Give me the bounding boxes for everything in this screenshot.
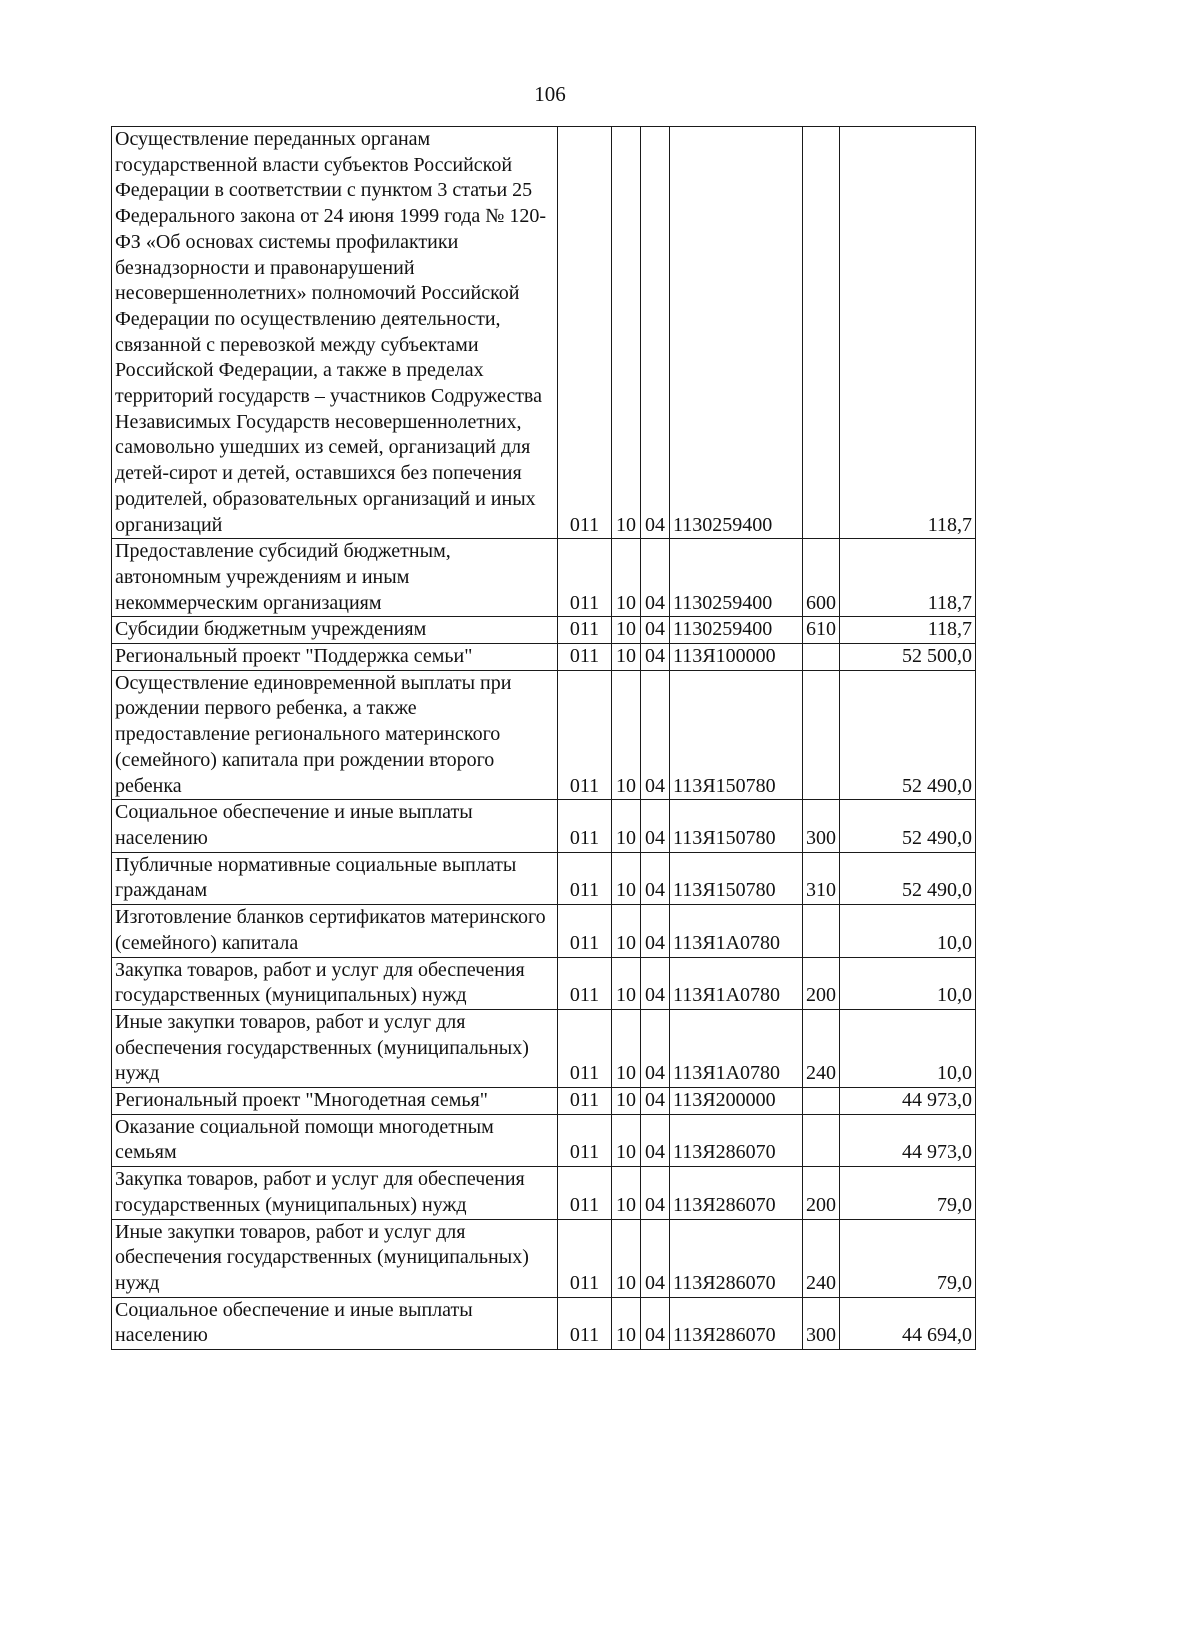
- row-section-code: 10: [612, 670, 641, 800]
- row-ved-code: 011: [558, 539, 612, 617]
- row-subsection-code: 04: [641, 127, 670, 539]
- row-ved-code: 011: [558, 800, 612, 852]
- row-target-article: 113Я1А0780: [670, 1009, 803, 1087]
- table-row: [112, 644, 976, 671]
- row-amount: 10,0: [840, 1009, 976, 1087]
- row-section-code: 10: [612, 1297, 641, 1349]
- row-amount: 44 973,0: [840, 1088, 976, 1115]
- row-amount: 79,0: [840, 1219, 976, 1297]
- row-name: Региональный проект "Поддержка семьи": [112, 644, 558, 671]
- row-ved-code: 011: [558, 1297, 612, 1349]
- row-name: Публичные нормативные социальные выплаты гражданам: [112, 852, 558, 904]
- row-subsection-code: 04: [641, 852, 670, 904]
- row-name: Иные закупки товаров, работ и услуг для обеспечения государственных (муниципальных) нужд: [112, 1009, 558, 1087]
- table-row: [112, 800, 976, 852]
- table-row: [112, 1114, 976, 1166]
- row-target-article: 113Я150780: [670, 800, 803, 852]
- row-subsection-code: 04: [641, 1297, 670, 1349]
- row-ved-code: 011: [558, 1167, 612, 1219]
- row-ved-code: 011: [558, 905, 612, 957]
- table-row: [112, 539, 976, 617]
- row-amount: 118,7: [840, 127, 976, 539]
- row-target-article: 113Я200000: [670, 1088, 803, 1115]
- row-subsection-code: 04: [641, 1009, 670, 1087]
- table-row: [112, 670, 976, 800]
- table-row: [112, 1167, 976, 1219]
- row-subsection-code: 04: [641, 957, 670, 1009]
- row-subsection-code: 04: [641, 905, 670, 957]
- row-target-article: 113Я100000: [670, 644, 803, 671]
- row-name: Закупка товаров, работ и услуг для обеспечения государственных (муниципальных) нужд: [112, 957, 558, 1009]
- row-target-article: 113Я286070: [670, 1114, 803, 1166]
- row-amount: 52 490,0: [840, 800, 976, 852]
- row-subsection-code: 04: [641, 644, 670, 671]
- row-expense-type: 610: [803, 617, 840, 644]
- row-ved-code: 011: [558, 644, 612, 671]
- row-subsection-code: 04: [641, 539, 670, 617]
- row-subsection-code: 04: [641, 617, 670, 644]
- row-name: Оказание социальной помощи многодетным семьям: [112, 1114, 558, 1166]
- page-number: 106: [534, 82, 566, 106]
- row-name: Закупка товаров, работ и услуг для обеспечения государственных (муниципальных) нужд: [112, 1167, 558, 1219]
- row-amount: 79,0: [840, 1167, 976, 1219]
- row-amount: 10,0: [840, 905, 976, 957]
- row-ved-code: 011: [558, 127, 612, 539]
- row-amount: 44 973,0: [840, 1114, 976, 1166]
- row-amount: 118,7: [840, 539, 976, 617]
- table-row: [112, 127, 976, 539]
- row-section-code: 10: [612, 539, 641, 617]
- row-section-code: 10: [612, 1009, 641, 1087]
- row-ved-code: 011: [558, 957, 612, 1009]
- row-target-article: 113Я1А0780: [670, 957, 803, 1009]
- row-expense-type: 200: [803, 957, 840, 1009]
- row-expense-type: 300: [803, 1297, 840, 1349]
- row-expense-type: [803, 1114, 840, 1166]
- row-target-article: 1130259400: [670, 127, 803, 539]
- row-section-code: 10: [612, 1167, 641, 1219]
- row-section-code: 10: [612, 957, 641, 1009]
- table-row: [112, 1088, 976, 1115]
- row-target-article: 113Я150780: [670, 670, 803, 800]
- row-section-code: 10: [612, 1219, 641, 1297]
- table-row: [112, 852, 976, 904]
- row-expense-type: [803, 1088, 840, 1115]
- row-subsection-code: 04: [641, 1088, 670, 1115]
- row-expense-type: 310: [803, 852, 840, 904]
- row-target-article: 113Я286070: [670, 1167, 803, 1219]
- row-target-article: 1130259400: [670, 617, 803, 644]
- row-name: Региональный проект "Многодетная семья": [112, 1088, 558, 1115]
- row-section-code: 10: [612, 617, 641, 644]
- row-name: Осуществление переданных органам государственной власти субъектов Российской Федерации в соответствии с пунктом 3 статьи 25 Федерального закона от 24 июня 1999 года № 120-ФЗ «Об основах системы профилактики безнадзорности и правонарушений несовершеннолетних» полномочий Российской Федерации по осуществлению деятельности, связанной с перевозкой между субъектами Российской Федерации, а также в пределах территорий государств – участников Содружества Независимых Государств несовершеннолетних, самовольно ушедших из семей, организаций для детей-сирот и детей, оставшихся без попечения родителей, образовательных организаций и иных организаций: [112, 127, 558, 539]
- row-amount: 52 490,0: [840, 852, 976, 904]
- row-name: Социальное обеспечение и иные выплаты населению: [112, 1297, 558, 1349]
- row-expense-type: [803, 127, 840, 539]
- row-ved-code: 011: [558, 852, 612, 904]
- row-subsection-code: 04: [641, 670, 670, 800]
- row-expense-type: 600: [803, 539, 840, 617]
- row-ved-code: 011: [558, 617, 612, 644]
- row-target-article: 113Я286070: [670, 1219, 803, 1297]
- row-target-article: 113Я150780: [670, 852, 803, 904]
- row-subsection-code: 04: [641, 800, 670, 852]
- budget-table: [111, 126, 976, 1350]
- row-name: Иные закупки товаров, работ и услуг для обеспечения государственных (муниципальных) нужд: [112, 1219, 558, 1297]
- row-section-code: 10: [612, 1114, 641, 1166]
- row-section-code: 10: [612, 1088, 641, 1115]
- row-section-code: 10: [612, 644, 641, 671]
- budget-table-body: [112, 127, 976, 1350]
- row-amount: 52 490,0: [840, 670, 976, 800]
- row-section-code: 10: [612, 852, 641, 904]
- row-subsection-code: 04: [641, 1167, 670, 1219]
- row-ved-code: 011: [558, 1009, 612, 1087]
- row-name: Изготовление бланков сертификатов материнского (семейного) капитала: [112, 905, 558, 957]
- row-ved-code: 011: [558, 670, 612, 800]
- row-expense-type: 240: [803, 1219, 840, 1297]
- row-target-article: 113Я286070: [670, 1297, 803, 1349]
- table-row: [112, 1219, 976, 1297]
- row-ved-code: 011: [558, 1088, 612, 1115]
- row-expense-type: [803, 905, 840, 957]
- table-row: [112, 1297, 976, 1349]
- row-amount: 118,7: [840, 617, 976, 644]
- row-name: Предоставление субсидий бюджетным, автономным учреждениям и иным некоммерческим организациям: [112, 539, 558, 617]
- row-name: Осуществление единовременной выплаты при рождении первого ребенка, а также предоставление регионального материнского (семейного) капитала при рождении второго ребенка: [112, 670, 558, 800]
- row-expense-type: 240: [803, 1009, 840, 1087]
- row-target-article: 113Я1А0780: [670, 905, 803, 957]
- row-target-article: 1130259400: [670, 539, 803, 617]
- table-row: [112, 1009, 976, 1087]
- row-section-code: 10: [612, 800, 641, 852]
- row-section-code: 10: [612, 905, 641, 957]
- row-name: Субсидии бюджетным учреждениям: [112, 617, 558, 644]
- row-section-code: 10: [612, 127, 641, 539]
- row-ved-code: 011: [558, 1219, 612, 1297]
- row-name: Социальное обеспечение и иные выплаты населению: [112, 800, 558, 852]
- row-subsection-code: 04: [641, 1219, 670, 1297]
- table-row: [112, 905, 976, 957]
- row-subsection-code: 04: [641, 1114, 670, 1166]
- row-amount: 10,0: [840, 957, 976, 1009]
- row-ved-code: 011: [558, 1114, 612, 1166]
- row-expense-type: [803, 644, 840, 671]
- table-row: [112, 617, 976, 644]
- row-amount: 52 500,0: [840, 644, 976, 671]
- table-row: [112, 957, 976, 1009]
- row-expense-type: 300: [803, 800, 840, 852]
- row-expense-type: 200: [803, 1167, 840, 1219]
- row-amount: 44 694,0: [840, 1297, 976, 1349]
- row-expense-type: [803, 670, 840, 800]
